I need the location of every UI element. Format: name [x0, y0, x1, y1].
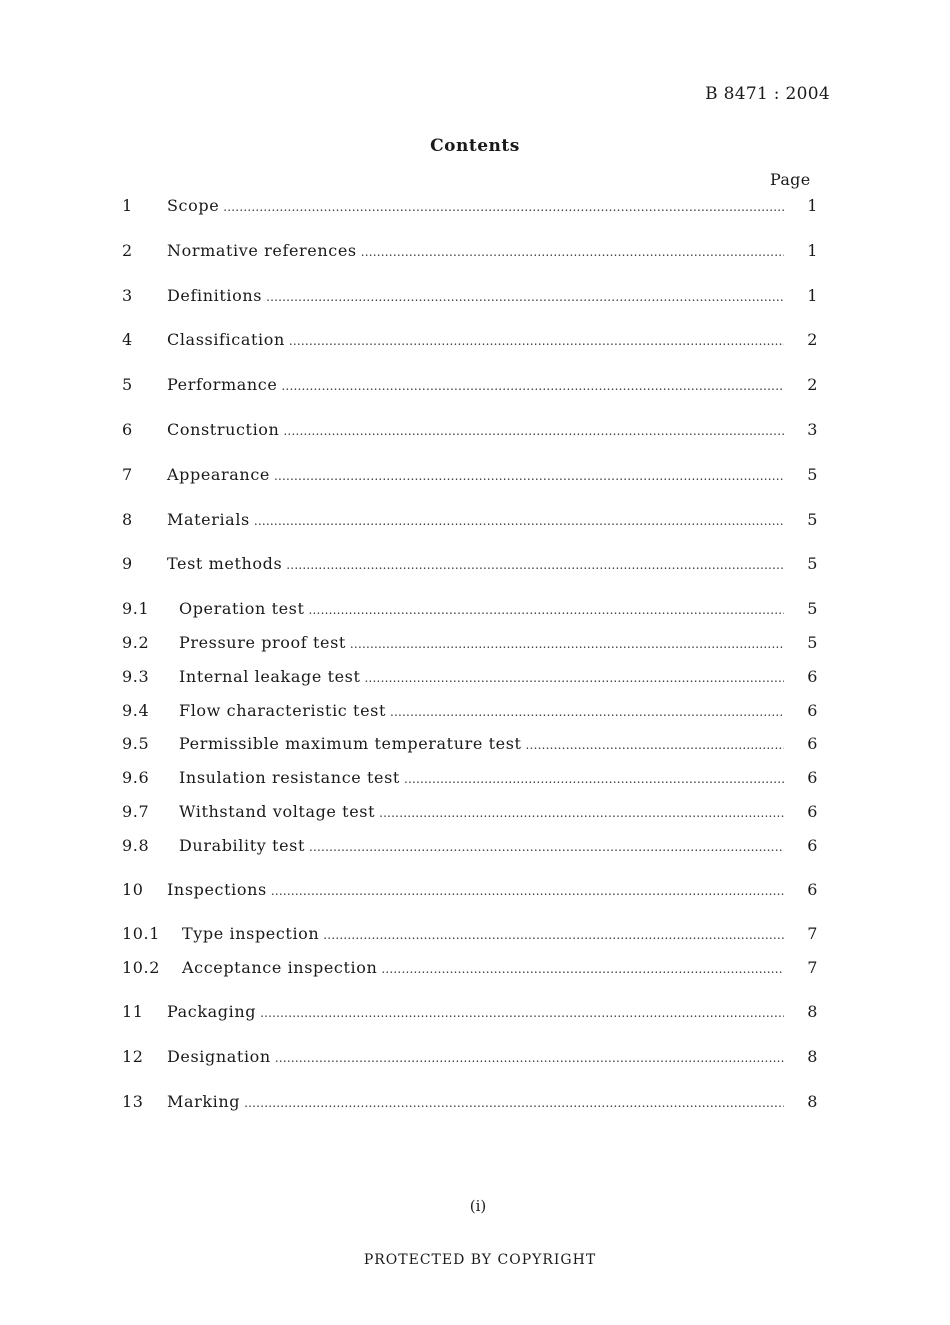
toc-entry-page: 7	[807, 924, 818, 944]
toc-entry-number: 2	[122, 240, 133, 260]
toc-entry-title: Durability test	[179, 835, 306, 855]
copyright-notice: PROTECTED BY COPYRIGHT	[363, 1252, 597, 1268]
toc-entry-title: Performance	[167, 375, 278, 395]
dot-leader	[361, 245, 784, 259]
toc-entry-title: Operation test	[179, 599, 305, 619]
dot-leader	[526, 738, 784, 752]
toc-entry[interactable]	[122, 420, 822, 465]
dot-leader	[266, 290, 784, 304]
toc-entry-page: 8	[807, 1091, 818, 1111]
dot-leader	[365, 671, 784, 685]
dot-leader	[260, 1006, 784, 1020]
toc-entry[interactable]	[122, 1092, 822, 1137]
toc-entry[interactable]	[122, 958, 822, 992]
toc-entry-title: Insulation resistance test	[179, 768, 400, 788]
toc-entry-title: Appearance	[167, 464, 270, 484]
toc-entry-page: 6	[807, 734, 818, 754]
dot-leader	[254, 514, 784, 528]
dot-leader	[390, 705, 784, 719]
dot-leader	[271, 884, 784, 898]
toc-entry-number: 9.5	[122, 734, 150, 754]
toc-entry-title: Pressure proof test	[179, 632, 346, 652]
toc-entry[interactable]	[122, 1002, 822, 1047]
dot-leader	[404, 772, 784, 786]
toc-entry[interactable]	[122, 599, 822, 633]
toc-entry-title: Type inspection	[182, 924, 320, 944]
toc-entry[interactable]	[122, 633, 822, 667]
toc-entry[interactable]	[122, 701, 822, 735]
toc-entry[interactable]	[122, 734, 822, 768]
toc-entry[interactable]	[122, 375, 822, 420]
toc-entry-page: 3	[807, 419, 818, 439]
toc-entry-page: 6	[807, 801, 818, 821]
toc-entry-title: Definitions	[167, 285, 263, 305]
toc-entry-number: 12	[122, 1046, 144, 1066]
page-column-label: Page	[770, 170, 811, 189]
toc-entry-number: 9.8	[122, 835, 150, 855]
toc-entry[interactable]	[122, 465, 822, 510]
toc-entry-number: 10.2	[122, 958, 161, 978]
toc-entry-number: 1	[122, 196, 133, 215]
toc-entry-title: Inspections	[167, 879, 267, 899]
toc-entry-title: Scope	[167, 196, 220, 215]
toc-entry[interactable]	[122, 667, 822, 701]
dot-leader	[244, 1096, 784, 1110]
dot-leader	[323, 928, 784, 942]
toc-entry-title: Normative references	[167, 240, 357, 260]
toc-entry-page: 1	[807, 196, 818, 215]
footer-page-number: (i)	[469, 1197, 487, 1215]
toc-entry-title: Materials	[167, 509, 250, 529]
dot-leader	[350, 637, 784, 651]
toc-entry-number: 13	[122, 1091, 144, 1111]
toc-entry-number: 6	[122, 419, 133, 439]
toc-entry-page: 6	[807, 666, 818, 686]
toc-entry-number: 9	[122, 554, 133, 574]
toc-entry-number: 9.7	[122, 801, 150, 821]
toc-entry[interactable]	[122, 286, 822, 331]
toc-entry-title: Marking	[167, 1091, 241, 1111]
toc-entry[interactable]	[122, 802, 822, 836]
toc-entry[interactable]	[122, 241, 822, 286]
dot-leader	[381, 962, 784, 976]
toc-entry-number: 10.1	[122, 924, 161, 944]
toc-entry-page: 5	[807, 509, 818, 529]
toc-entry-title: Test methods	[167, 554, 283, 574]
dot-leader	[309, 840, 784, 854]
toc-entry-number: 5	[122, 375, 133, 395]
toc-entry-page: 8	[807, 1046, 818, 1066]
toc-entry[interactable]	[122, 196, 822, 241]
toc-entry-number: 3	[122, 285, 133, 305]
toc-entry-title: Packaging	[167, 1001, 257, 1021]
toc-entry-page: 5	[807, 554, 818, 574]
toc-entry-number: 11	[122, 1001, 144, 1021]
dot-leader	[309, 603, 784, 617]
toc-entry-page: 7	[807, 958, 818, 978]
toc-entry-page: 8	[807, 1001, 818, 1021]
dot-leader	[289, 334, 784, 348]
toc-entry[interactable]	[122, 330, 822, 375]
toc-entry-title: Flow characteristic test	[179, 700, 386, 720]
toc-entry-number: 10	[122, 879, 144, 899]
toc-entry-number: 9.4	[122, 700, 150, 720]
dot-leader	[283, 424, 784, 438]
toc-entry-title: Acceptance inspection	[182, 958, 378, 978]
document-id: B 8471 : 2004	[705, 84, 830, 104]
toc-entry-number: 9.3	[122, 666, 150, 686]
toc-entry-page: 6	[807, 835, 818, 855]
toc-entry-page: 1	[807, 285, 818, 305]
toc-entry[interactable]	[122, 768, 822, 802]
toc-entry-title: Classification	[167, 330, 285, 350]
dot-leader	[286, 558, 784, 572]
toc-entry-page: 6	[807, 768, 818, 788]
toc-entry-page: 5	[807, 632, 818, 652]
toc-entry-number: 7	[122, 464, 133, 484]
toc-entry-page: 6	[807, 700, 818, 720]
toc-entry-number: 4	[122, 330, 133, 350]
toc-entry[interactable]	[122, 924, 822, 958]
toc-entry-title: Internal leakage test	[179, 666, 361, 686]
toc-entry-title: Withstand voltage test	[179, 801, 376, 821]
dot-leader	[281, 379, 784, 393]
toc-entry-page: 1	[807, 240, 818, 260]
toc-entry-title: Construction	[167, 419, 280, 439]
dot-leader	[223, 200, 784, 214]
toc-entry-page: 6	[807, 879, 818, 899]
page-title: Contents	[430, 136, 520, 156]
toc-entry-number: 9.6	[122, 768, 150, 788]
toc-entry-title: Designation	[167, 1046, 271, 1066]
dot-leader	[379, 806, 784, 820]
toc-entry-number: 9.2	[122, 632, 150, 652]
toc-entry-number: 8	[122, 509, 133, 529]
toc-entry[interactable]	[122, 836, 822, 870]
toc-entry[interactable]	[122, 510, 822, 555]
toc-entry-title: Permissible maximum temperature test	[179, 734, 522, 754]
toc-entry[interactable]	[122, 554, 822, 599]
dot-leader	[275, 1051, 784, 1065]
toc-entry-number: 9.1	[122, 599, 150, 619]
toc-entry-page: 2	[807, 375, 818, 395]
toc-entry[interactable]	[122, 1047, 822, 1092]
toc-entry[interactable]	[122, 880, 822, 925]
toc-entry-page: 5	[807, 464, 818, 484]
dot-leader	[274, 469, 784, 483]
toc-entry-page: 2	[807, 330, 818, 350]
table-of-contents	[122, 196, 822, 1136]
toc-entry-page: 5	[807, 599, 818, 619]
